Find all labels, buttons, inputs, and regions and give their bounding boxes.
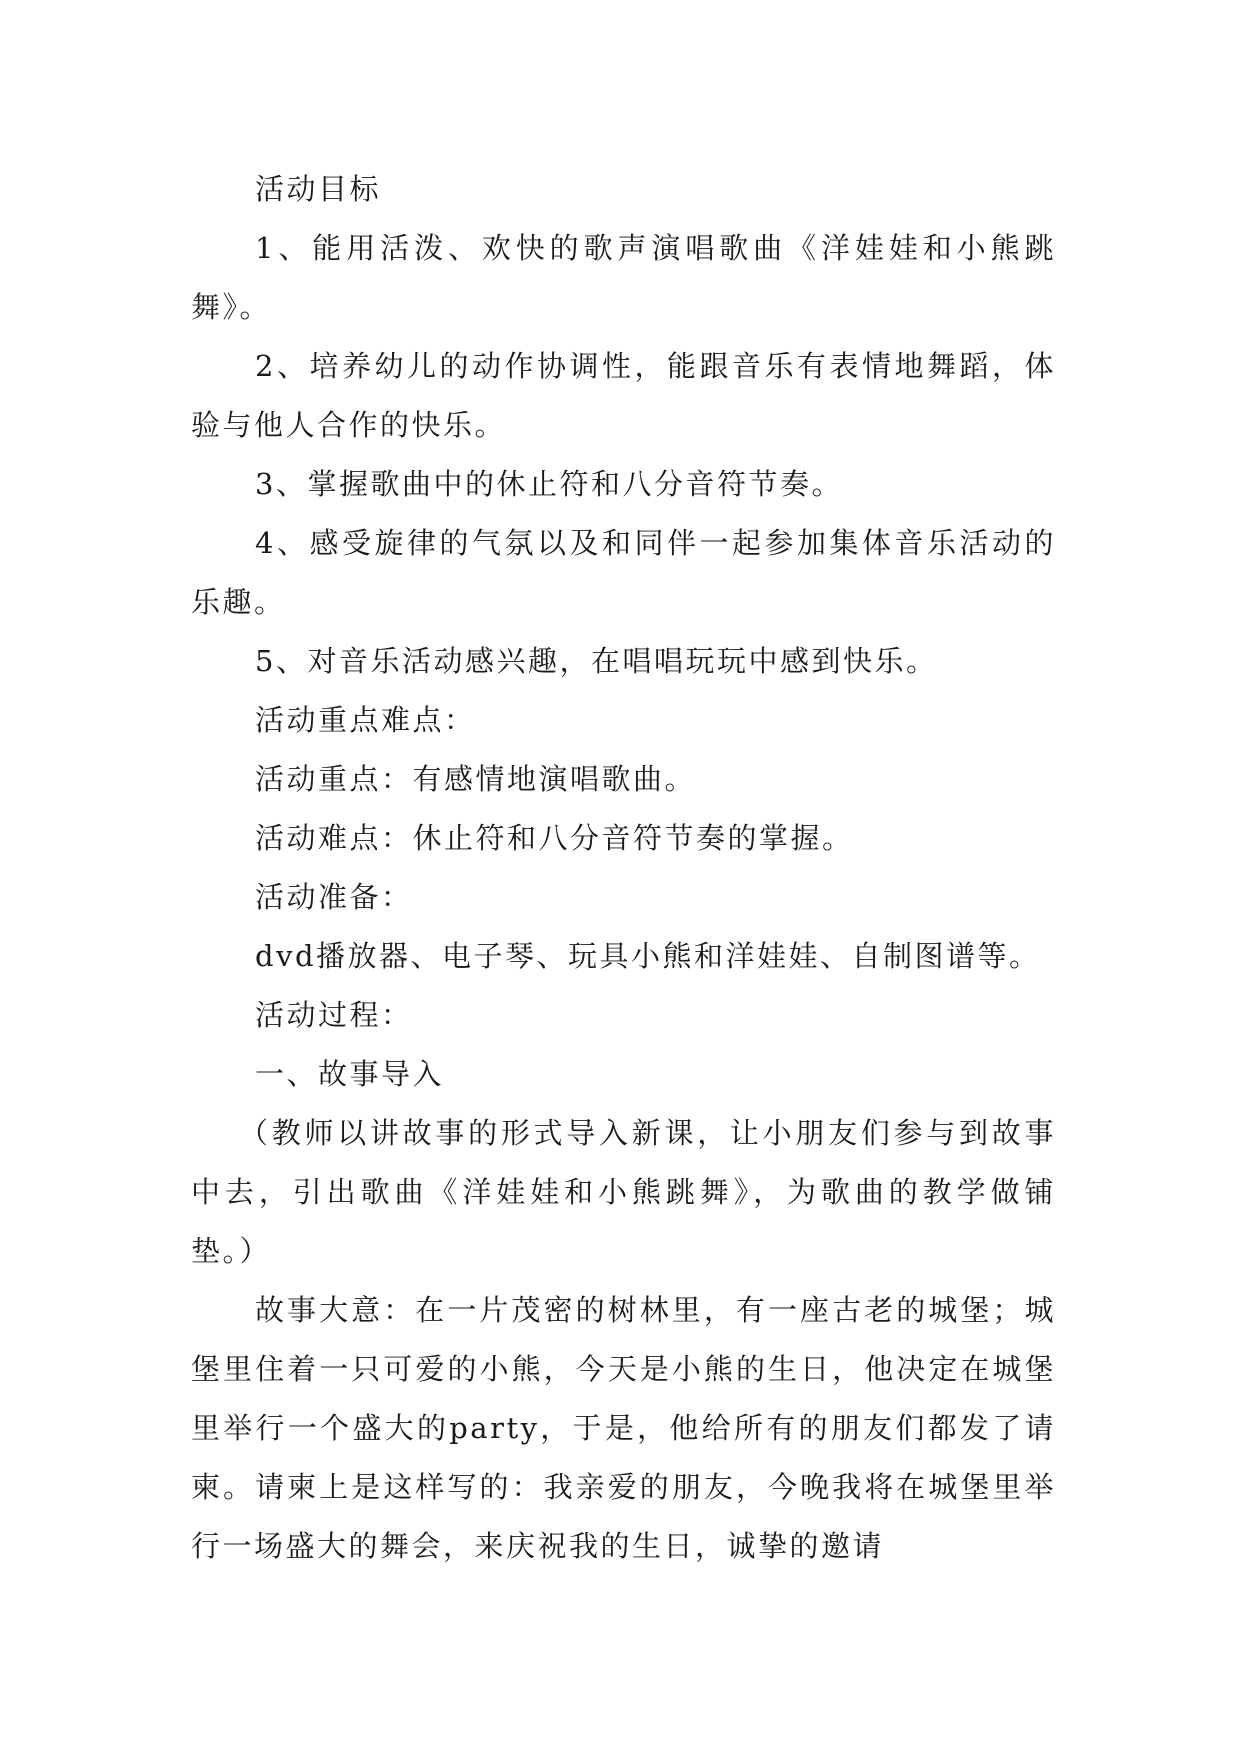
- goal-item-4: 4、感受旋律的气氛以及和同伴一起参加集体音乐活动的乐趣。: [191, 526, 1056, 619]
- heading-activity-goals: 活动目标: [255, 172, 382, 206]
- heading-preparation: 活动准备：: [255, 880, 413, 914]
- goal-item-1: 1、能用活泼、欢快的歌声演唱歌曲《洋娃娃和小熊跳舞》。: [191, 231, 1056, 324]
- teacher-note: （教师以讲故事的形式导入新课，让小朋友们参与到故事中去，引出歌曲《洋娃娃和小熊跳舞》，为歌曲的教学做铺垫。）: [191, 1116, 1056, 1268]
- heading-process: 活动过程：: [255, 998, 413, 1032]
- preparation-list: dvd播放器、电子琴、玩具小熊和洋娃娃、自制图谱等。: [255, 939, 1041, 973]
- goal-item-3: 3、掌握歌曲中的休止符和八分音符节奏。: [255, 467, 843, 501]
- difficult-point: 活动难点：休止符和八分音符节奏的掌握。: [255, 821, 854, 855]
- section-story-intro: 一、故事导入: [255, 1057, 445, 1091]
- goal-item-5: 5、对音乐活动感兴趣，在唱唱玩玩中感到快乐。: [255, 644, 938, 678]
- heading-key-difficult-points: 活动重点难点：: [255, 703, 476, 737]
- key-point: 活动重点：有感情地演唱歌曲。: [255, 762, 697, 796]
- goal-item-2: 2、培养幼儿的动作协调性，能跟音乐有表情地舞蹈，体验与他人合作的快乐。: [191, 349, 1056, 442]
- story-summary: 故事大意：在一片茂密的树林里，有一座古老的城堡；城堡里住着一只可爱的小熊，今天是小熊的生日，他决定在城堡里举行一个盛大的party，于是，他给所有的朋友们都发了请柬。请柬上是这样写的：我亲爱的朋友，今晚我将在城堡里举行一场盛大的舞会，来庆祝我的生日，诚挚的邀请: [191, 1293, 1056, 1563]
- document-body: [191, 160, 1056, 1576]
